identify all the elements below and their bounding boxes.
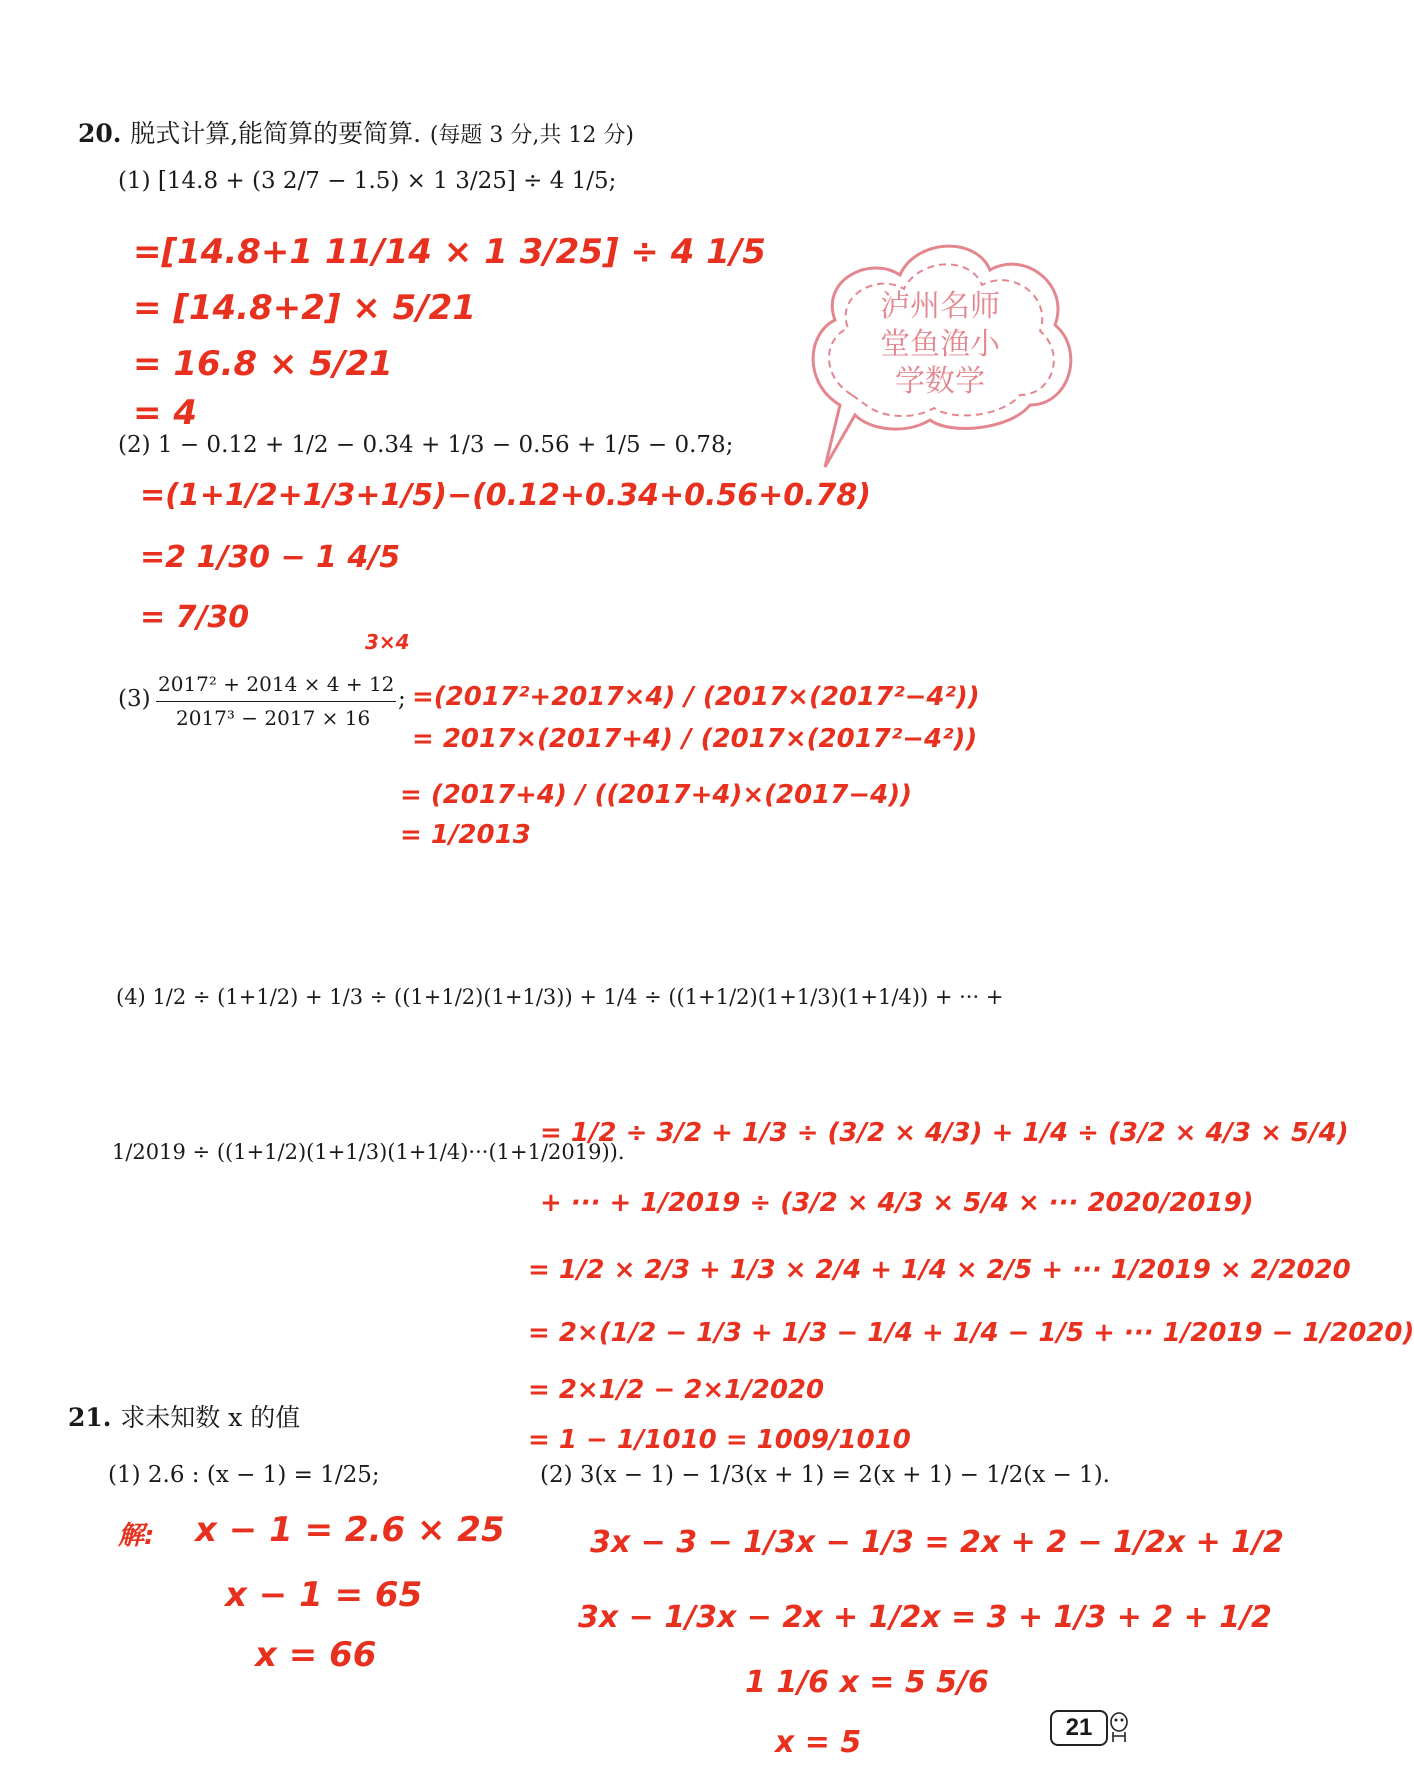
q21-p2-work-line-4: x = 5 — [775, 1725, 862, 1760]
p2-work-line-3: = 7/30 — [140, 600, 250, 635]
problem-3-numerator: 2017² + 2014 × 4 + 12 — [158, 672, 395, 696]
p2-work-line-2: =2 1/30 − 1 4/5 — [140, 540, 401, 575]
p4-work-line-6: = 1 − 1/1010 = 1009/1010 — [528, 1425, 911, 1455]
problem-expression: 1 − 0.12 + 1/2 − 0.34 + 1/3 − 0.56 + 1/5 − 0.78; — [157, 432, 734, 458]
p3-work-line-4: = 1/2013 — [400, 820, 531, 850]
q21-p2-work-line-3: 1 1/6 x = 5 5/6 — [745, 1665, 989, 1700]
problem-series: 1/2 ÷ (1+1/2) + 1/3 ÷ ((1+1/2)(1+1/3)) + 1/4 ÷ ((1+1/2)(1+1/3)(1+1/4)) + ··· + — [152, 985, 1004, 1009]
question-title: 求未知数 x 的值 — [120, 1403, 301, 1432]
problem-4-printed — [116, 985, 1003, 1009]
problem-label: (4) — [116, 985, 146, 1009]
q21-p1-work-label: 解: — [118, 1521, 155, 1551]
problem-3-fraction-bar — [156, 701, 396, 702]
problem-3-tail: ; — [398, 686, 406, 712]
problem-2-printed — [118, 432, 733, 458]
p4-work-line-2: + ··· + 1/2019 ÷ (3/2 × 4/3 × 5/4 × ··· 2020/2019) — [540, 1188, 1254, 1218]
p3-annotation: 3×4 — [365, 630, 410, 654]
q21-p1-work-line-1: x − 1 = 2.6 × 25 — [195, 1510, 505, 1550]
problem-label: (2) — [118, 432, 151, 458]
problem-label: (2) — [540, 1462, 573, 1488]
p1-work-line-2: = [14.8+2] × 5/21 — [133, 288, 476, 328]
p1-work-line-3: = 16.8 × 5/21 — [133, 344, 393, 384]
q21-problem-2-printed — [540, 1462, 1110, 1488]
p1-work-line-1: =[14.8+1 11/14 × 1 3/25] ÷ 4 1/5 — [133, 232, 766, 272]
question-number: 20. — [78, 119, 122, 148]
problem-label: (1) — [118, 168, 151, 194]
mascot-icon — [1108, 1710, 1130, 1744]
question-21-heading — [68, 1398, 300, 1434]
seal-line: 泸州名师 — [880, 289, 1000, 324]
p1-work-line-4: = 4 — [133, 393, 197, 433]
q21-p1-work-line-2: x − 1 = 65 — [225, 1575, 423, 1615]
p4-work-line-5: = 2×1/2 − 2×1/2020 — [528, 1375, 825, 1405]
problem-4-last-term: 1/2019 ÷ ((1+1/2)(1+1/3)(1+1/4)···(1+1/2019)). — [112, 1140, 625, 1164]
q21-p2-work-line-2: 3x − 1/3x − 2x + 1/2x = 3 + 1/3 + 2 + 1/2 — [578, 1600, 1272, 1635]
p4-work-line-3: = 1/2 × 2/3 + 1/3 × 2/4 + 1/4 × 2/5 + ··· 1/2019 × 2/2020 — [528, 1255, 1351, 1285]
question-title: 脱式计算,能简算的要简算. — [130, 119, 422, 148]
p3-work-line-2: = 2017×(2017+4) / (2017×(2017²−4²)) — [412, 724, 978, 754]
page-number: 21 — [1050, 1710, 1108, 1746]
question-number: 21. — [68, 1403, 112, 1432]
p3-work-line-3: = (2017+4) / ((2017+4)×(2017−4)) — [400, 780, 913, 810]
p4-work-line-4: = 2×(1/2 − 1/3 + 1/3 − 1/4 + 1/4 − 1/5 + ··· 1/2019 − 1/2020) — [528, 1318, 1414, 1348]
q21-p1-work-line-3: x = 66 — [255, 1635, 377, 1675]
problem-3-label: (3) — [118, 686, 151, 712]
problem-expression: [14.8 + (3 2/7 − 1.5) × 1 3/25] ÷ 4 1/5; — [157, 168, 617, 194]
problem-3-denominator: 2017³ − 2017 × 16 — [176, 706, 371, 730]
problem-expression: 3(x − 1) − 1/3(x + 1) = 2(x + 1) − 1/2(x − 1). — [579, 1462, 1110, 1488]
score-note: (每题 3 分,共 12 分) — [429, 123, 634, 148]
problem-expression: 2.6 : (x − 1) = 1/25; — [147, 1462, 380, 1488]
p3-work-line-1: =(2017²+2017×4) / (2017×(2017²−4²)) — [412, 682, 980, 712]
problem-1-printed — [118, 168, 616, 194]
p2-work-line-1: =(1+1/2+1/3+1/5)−(0.12+0.34+0.56+0.78) — [140, 478, 872, 513]
problem-label: (1) — [108, 1462, 141, 1488]
q21-p2-work-line-1: 3x − 3 − 1/3x − 1/3 = 2x + 2 − 1/2x + 1/2 — [590, 1525, 1284, 1560]
seal-line: 学数学 — [895, 364, 985, 399]
p4-work-line-1: = 1/2 ÷ 3/2 + 1/3 ÷ (3/2 × 4/3) + 1/4 ÷ (3/2 × 4/3 × 5/4) — [540, 1118, 1349, 1148]
seal-line: 堂鱼渔小 — [880, 326, 1000, 362]
q21-problem-1-printed — [108, 1462, 380, 1488]
seal-text — [840, 288, 1040, 401]
question-20-heading — [78, 114, 634, 150]
